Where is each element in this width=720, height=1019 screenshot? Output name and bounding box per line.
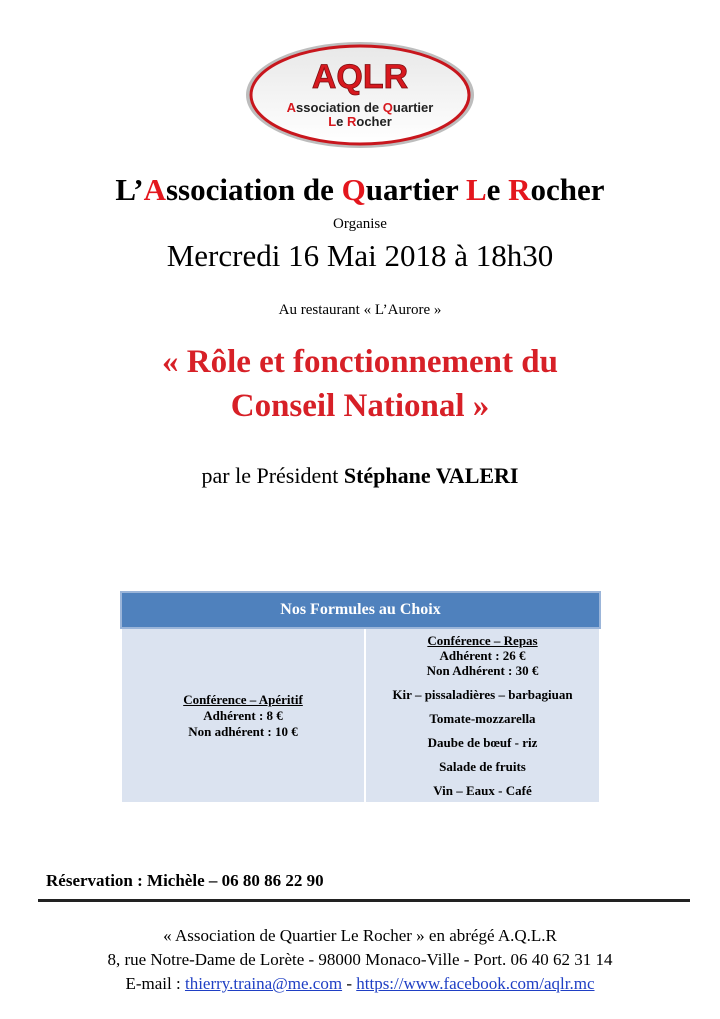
speaker-prefix: par le Président xyxy=(201,463,344,488)
association-title: L’Association de Quartier Le Rocher xyxy=(115,172,605,207)
menu-item: Vin – Eaux - Café xyxy=(433,783,532,798)
topic-line-2: Conseil National » xyxy=(230,388,490,424)
formules-heading: Nos Formules au Choix xyxy=(121,592,600,628)
repas-title: Conférence – Repas xyxy=(427,633,538,648)
formule-aperitif xyxy=(121,628,365,803)
footer-association: « Association de Quartier Le Rocher » en abrégé A.Q.L.R xyxy=(163,926,557,945)
organise-label: Organise xyxy=(333,216,387,232)
aperitif-price-nonmember: Non adhérent : 10 € xyxy=(188,723,298,739)
topic-line-1: « Rôle et fonctionnement du xyxy=(162,344,558,380)
aperitif-price-member: Adhérent : 8 € xyxy=(203,707,283,723)
email-link[interactable]: thierry.traina@me.com xyxy=(184,974,343,993)
footer-contacts xyxy=(0,972,720,996)
footer-address: 8, rue Notre-Dame de Lorète - 98000 Monaco-Ville - Port. 06 40 62 31 14 xyxy=(107,950,613,969)
aqlr-logo xyxy=(244,40,476,150)
footer-divider xyxy=(38,899,690,902)
aperitif-title: Conférence – Apéritif xyxy=(183,691,303,707)
event-date: Mercredi 16 Mai 2018 à 18h30 xyxy=(166,238,554,273)
speaker-name: Stéphane VALERI xyxy=(343,463,519,488)
event-topic xyxy=(0,340,720,428)
facebook-link[interactable]: https://www.facebook.com/aqlr.mc xyxy=(356,974,595,993)
email-label: E-mail : xyxy=(125,974,185,993)
menu-item: Tomate-mozzarella xyxy=(429,711,536,726)
menu-item: Kir – pissaladières – barbagiuan xyxy=(392,687,573,702)
contact-separator: - xyxy=(342,974,357,993)
formules-table xyxy=(120,591,601,804)
logo-title: AQLR xyxy=(311,58,409,96)
repas-price-member: Adhérent : 26 € xyxy=(439,648,526,663)
footer xyxy=(0,924,720,996)
menu-item: Salade de fruits xyxy=(439,759,526,774)
menu-item: Daube de bœuf - riz xyxy=(427,735,538,750)
event-place: Au restaurant « L’Aurore » xyxy=(278,302,442,318)
reservation-contact: Réservation : Michèle – 06 80 86 22 90 xyxy=(46,871,324,890)
repas-price-nonmember: Non Adhérent : 30 € xyxy=(426,663,539,678)
speaker xyxy=(0,463,720,489)
formule-repas xyxy=(365,628,600,803)
logo-line2: Le Rocher xyxy=(328,114,392,129)
logo-line1: Association de Quartier xyxy=(286,100,434,115)
